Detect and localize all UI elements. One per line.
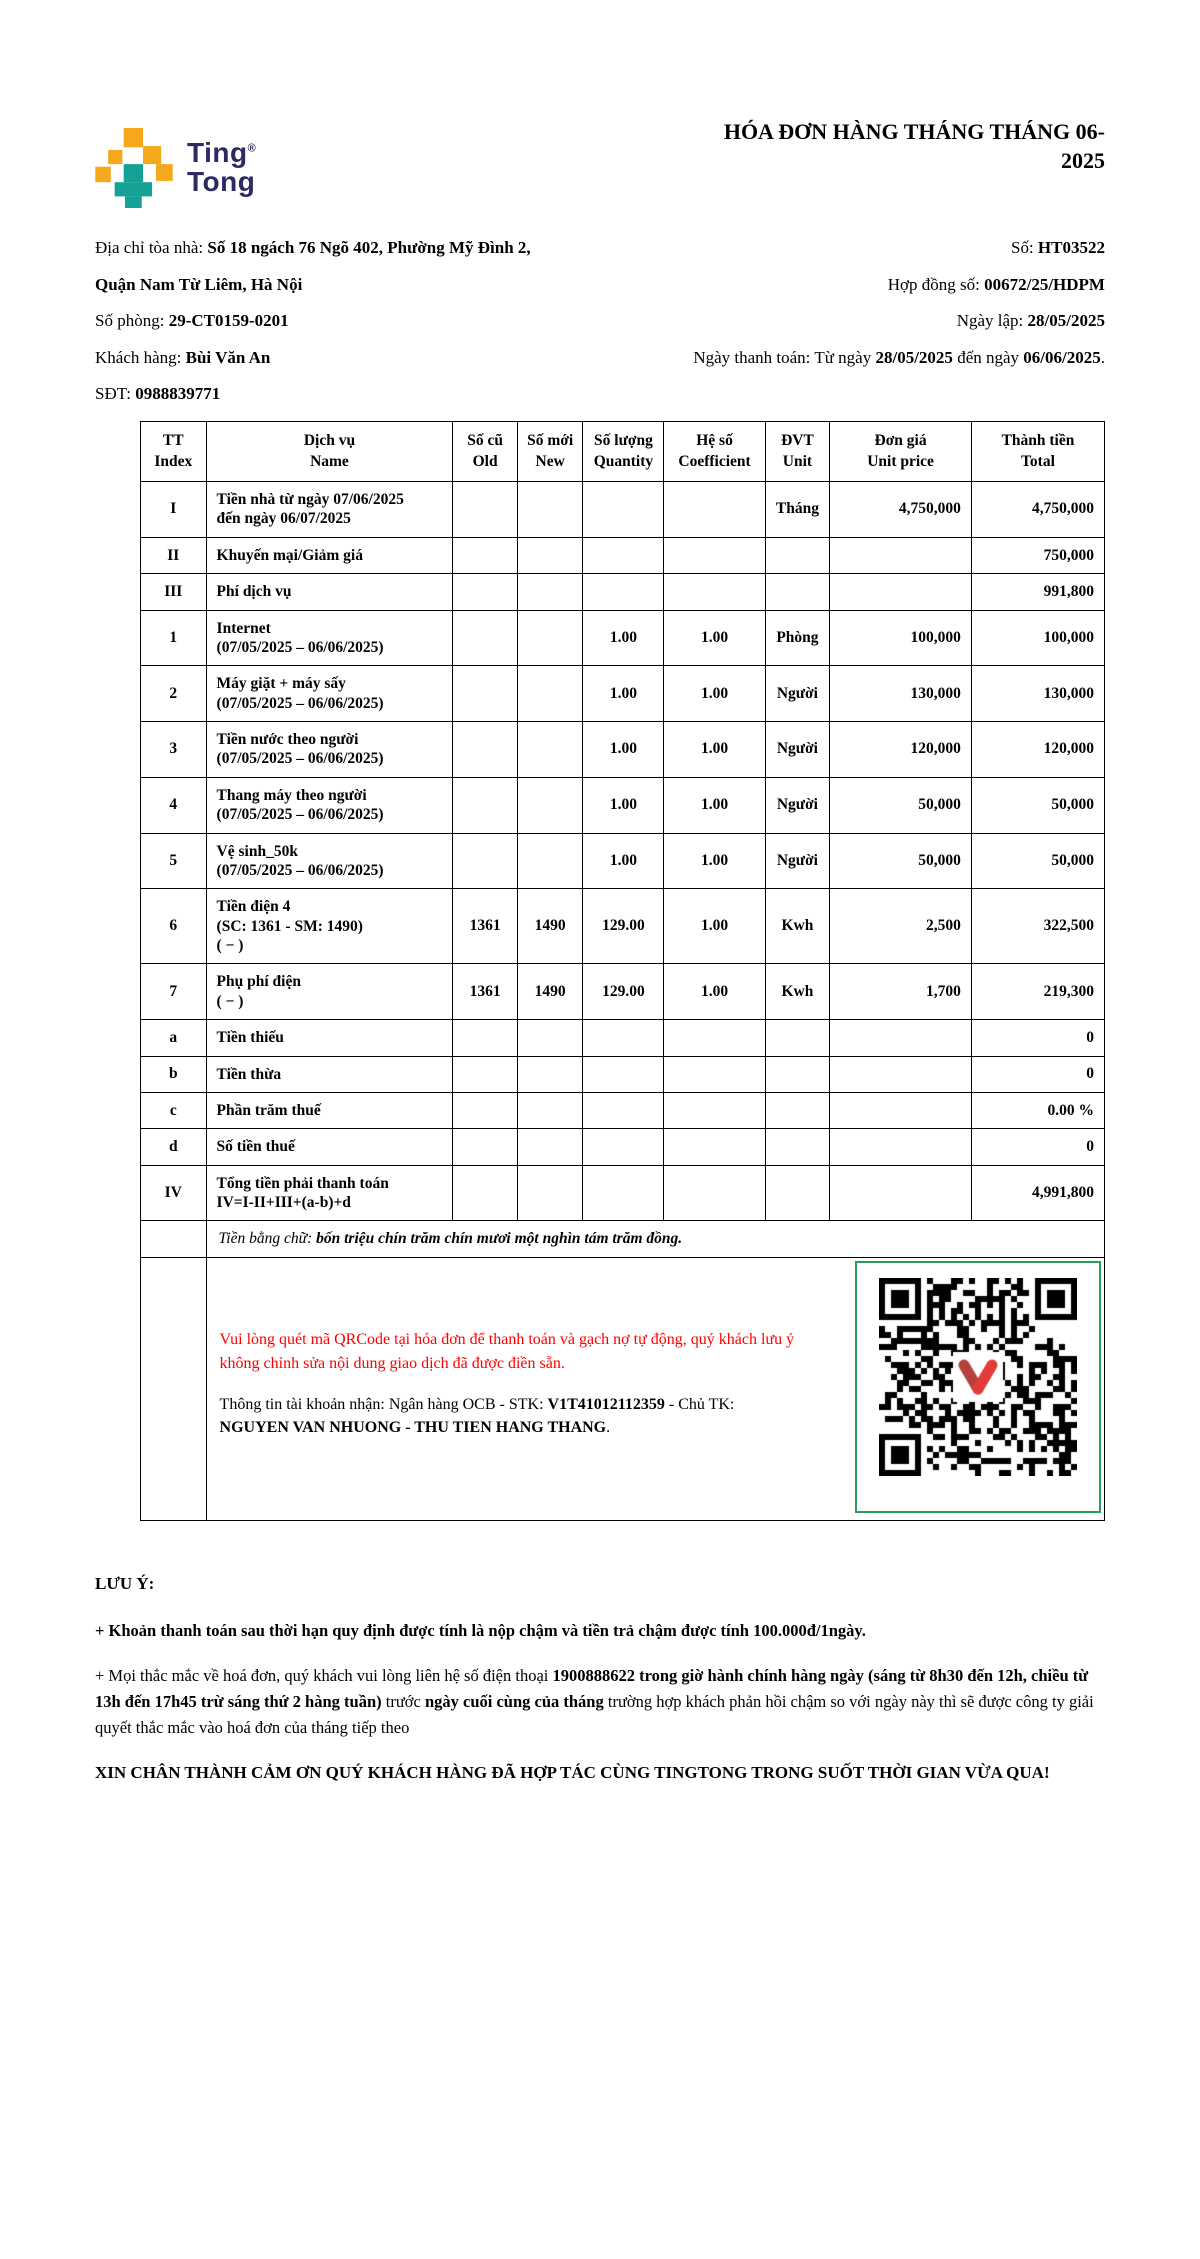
cell-new — [517, 1092, 583, 1128]
cell-unit: Kwh — [765, 889, 830, 964]
row-index: II — [141, 537, 207, 573]
cell-unit-price: 4,750,000 — [830, 482, 972, 538]
cell-unit-price — [830, 1165, 972, 1221]
service-name-line: Phụ phí điện — [216, 973, 301, 991]
row-index: 6 — [141, 889, 207, 964]
cell-quantity: 1.00 — [583, 777, 664, 833]
text-segment: 00672/25/HDPM — [984, 274, 1105, 294]
cell-old — [453, 1129, 518, 1165]
col-header-name: Dịch vụ Name — [206, 421, 453, 481]
text-segment: Số phòng: — [95, 311, 169, 331]
invoice-table — [140, 421, 1105, 1522]
cell-new — [517, 610, 583, 666]
service-name-line: Vệ sinh_50k — [216, 842, 298, 860]
cell-new: 1490 — [517, 889, 583, 964]
phone-line — [95, 376, 570, 413]
row-index: c — [141, 1092, 207, 1128]
cell-unit — [765, 1056, 830, 1092]
cell-old — [453, 482, 518, 538]
empty-index-cell — [141, 1221, 207, 1258]
table-row — [141, 482, 1105, 538]
service-name — [206, 964, 453, 1020]
text-segment: Số: — [1010, 238, 1038, 257]
cell-unit: Người — [765, 666, 830, 722]
cell-unit — [765, 574, 830, 610]
service-name — [206, 574, 453, 610]
text-segment: NGUYEN VAN NHUONG - THU TIEN HANG THANG — [219, 1419, 607, 1437]
service-name-line: (07/05/2025 – 06/06/2025) — [216, 806, 384, 824]
table-row — [141, 833, 1105, 889]
cell-coefficient: 1.00 — [664, 722, 765, 778]
cell-quantity — [583, 482, 664, 538]
qr-warning-text: Vui lòng quét mã QRCode tại hóa đơn để thanh toán và gạch nợ tự động, quý khách lưu ý không chỉnh sửa nội dung giao dịch đã được điền sẵn. — [219, 1331, 795, 1372]
text-segment: Địa chỉ tòa nhà: — [95, 238, 208, 257]
table-row — [141, 1129, 1105, 1165]
service-name-line: Internet — [216, 619, 271, 637]
table-row — [141, 1020, 1105, 1056]
cell-coefficient: 1.00 — [664, 964, 765, 1020]
row-index: I — [141, 482, 207, 538]
service-name-line: đến ngày 06/07/2025 — [216, 510, 351, 528]
cell-total: 750,000 — [971, 537, 1104, 573]
service-name-line: Tiền nhà từ ngày 07/06/2025 — [216, 491, 404, 509]
cell-new — [517, 1020, 583, 1056]
cell-new — [517, 722, 583, 778]
cell-unit — [765, 1165, 830, 1221]
cell-old — [453, 777, 518, 833]
cell-unit: Người — [765, 777, 830, 833]
col-header-unit-price: Đơn giá Unit price — [830, 421, 972, 481]
text-segment: Ngày lập: — [956, 311, 1028, 331]
cell-unit-price — [830, 1092, 972, 1128]
cell-total: 130,000 — [971, 666, 1104, 722]
cell-total: 50,000 — [971, 833, 1104, 889]
text-segment: Thông tin tài khoản nhận: Ngân hàng OCB - STK: — [219, 1395, 548, 1413]
text-segment: 28/05/2025 — [875, 347, 953, 367]
text-segment: trước — [381, 1691, 425, 1711]
col-header-index: TT Index — [141, 421, 207, 481]
text-segment: 06/06/2025 — [1023, 347, 1101, 367]
info-section — [95, 230, 1105, 413]
cell-new — [517, 1056, 583, 1092]
cell-coefficient: 1.00 — [664, 666, 765, 722]
cell-coefficient — [664, 1020, 765, 1056]
col-header-coefficient: Hệ số Coefficient — [664, 421, 765, 481]
service-name-line: IV=I-II+III+(a-b)+d — [216, 1194, 351, 1212]
brand-word-top: Ting — [187, 137, 248, 169]
text-segment: Khách hàng: — [95, 347, 186, 367]
cell-quantity — [583, 1092, 664, 1128]
cell-total: 0 — [971, 1056, 1104, 1092]
table-row — [141, 722, 1105, 778]
table-row — [141, 1165, 1105, 1221]
row-index: 7 — [141, 964, 207, 1020]
row-index: III — [141, 574, 207, 610]
footer-notes — [95, 1571, 1105, 1786]
service-name — [206, 833, 453, 889]
text-segment: . — [1100, 347, 1105, 367]
text-segment: Hợp đồng số: — [887, 274, 985, 294]
cell-old — [453, 1165, 518, 1221]
cell-new — [517, 833, 583, 889]
text-segment: - Chủ TK: — [664, 1395, 735, 1413]
cell-unit: Kwh — [765, 964, 830, 1020]
table-row — [141, 1092, 1105, 1128]
cell-unit-price: 130,000 — [830, 666, 972, 722]
building-address-line — [95, 230, 570, 303]
cell-quantity — [583, 1165, 664, 1221]
cell-unit: Phòng — [765, 610, 830, 666]
service-name — [206, 722, 453, 778]
payment-period-line — [570, 340, 1105, 377]
cell-quantity — [583, 1020, 664, 1056]
service-name-line: ( − ) — [216, 992, 244, 1010]
cell-new — [517, 482, 583, 538]
table-row — [141, 537, 1105, 573]
cell-unit — [765, 1092, 830, 1128]
table-row — [141, 777, 1105, 833]
cell-quantity: 129.00 — [583, 964, 664, 1020]
cell-unit — [765, 537, 830, 573]
invoice-meta — [570, 230, 1105, 413]
text-segment: 1900888622 trong giờ hành chính hàng ngày (sáng từ 8h30 đến 12h, chiều từ 13h đến 17h45 trừ sáng thứ 2 hàng tuần) — [95, 1666, 1089, 1711]
cell-total: 991,800 — [971, 574, 1104, 610]
table-row — [141, 964, 1105, 1020]
header — [95, 118, 1105, 208]
service-name-line: Khuyến mại/Giảm giá — [216, 546, 363, 564]
cell-quantity: 129.00 — [583, 889, 664, 964]
row-index: b — [141, 1056, 207, 1092]
cell-unit: Tháng — [765, 482, 830, 538]
issue-date-line — [570, 303, 1105, 340]
service-name-line: (07/05/2025 – 06/06/2025) — [216, 861, 384, 879]
cell-unit-price: 50,000 — [830, 777, 972, 833]
hotline-note — [95, 1663, 1105, 1740]
cell-new — [517, 1165, 583, 1221]
cell-unit-price: 1,700 — [830, 964, 972, 1020]
text-segment: Số 18 ngách 76 Ngõ 402, Phường Mỹ Đình 2, Quận Nam Từ Liêm, Hà Nội — [95, 238, 531, 294]
cell-unit-price — [830, 1020, 972, 1056]
thanks-message: XIN CHÂN THÀNH CẢM ƠN QUÝ KHÁCH HÀNG ĐÃ HỢP TÁC CÙNG TINGTONG TRONG SUỐT THỜI GIAN VỪA QUA! — [95, 1763, 1050, 1783]
bank-account-text — [220, 1393, 795, 1439]
text-segment: 0988839771 — [135, 384, 221, 404]
table-row — [141, 610, 1105, 666]
cell-new — [517, 574, 583, 610]
service-name — [206, 537, 453, 573]
service-name — [206, 1165, 453, 1221]
tingtong-logo-icon — [95, 128, 173, 208]
cell-coefficient — [664, 482, 765, 538]
service-name-line: Tiền nước theo người — [216, 731, 359, 749]
cell-old: 1361 — [453, 964, 518, 1020]
cell-total: 0 — [971, 1129, 1104, 1165]
cell-quantity: 1.00 — [583, 610, 664, 666]
cell-unit-price: 50,000 — [830, 833, 972, 889]
row-index: 1 — [141, 610, 207, 666]
service-name — [206, 666, 453, 722]
cell-quantity — [583, 1129, 664, 1165]
cell-coefficient — [664, 1092, 765, 1128]
text-segment: . — [606, 1419, 611, 1437]
cell-coefficient: 1.00 — [664, 889, 765, 964]
service-name-line: Tổng tiền phải thanh toán — [216, 1174, 389, 1192]
cell-coefficient — [664, 1165, 765, 1221]
amount-in-words-label: Tiền bằng chữ: — [218, 1230, 317, 1248]
cell-unit — [765, 1129, 830, 1165]
cell-total: 219,300 — [971, 964, 1104, 1020]
row-index: 2 — [141, 666, 207, 722]
text-segment: 28/05/2025 — [1027, 311, 1105, 331]
service-name — [206, 1020, 453, 1056]
text-segment: + Khoản thanh toán sau thời hạn quy định được tính là nộp chậm và tiền trả chậm được tính 100.000đ/1ngày. — [95, 1620, 866, 1640]
table-row — [141, 1056, 1105, 1092]
text-segment: V1T41012112359 — [547, 1395, 665, 1413]
cell-total: 120,000 — [971, 722, 1104, 778]
service-name-line: (07/05/2025 – 06/06/2025) — [216, 750, 384, 768]
cell-quantity: 1.00 — [583, 666, 664, 722]
service-name-line: Tiền thiếu — [216, 1029, 284, 1047]
text-segment: HT03522 — [1037, 238, 1105, 257]
empty-index-cell — [141, 1258, 207, 1521]
service-name-line: ( − ) — [216, 937, 244, 955]
service-name-line: Tiền điện 4 — [216, 898, 291, 916]
late-payment-note — [95, 1618, 1105, 1644]
cell-new — [517, 666, 583, 722]
cell-new — [517, 537, 583, 573]
cell-coefficient — [664, 1129, 765, 1165]
table-row — [141, 889, 1105, 964]
cell-unit: Người — [765, 833, 830, 889]
cell-quantity — [583, 574, 664, 610]
cell-new — [517, 1129, 583, 1165]
customer-info — [95, 230, 570, 413]
service-name-line: Số tiền thuế — [216, 1138, 295, 1156]
cell-total: 4,991,800 — [971, 1165, 1104, 1221]
cell-new: 1490 — [517, 964, 583, 1020]
invoice-title-line1: HÓA ĐƠN HÀNG THÁNG THÁNG 06- — [723, 119, 1105, 144]
cell-old — [453, 574, 518, 610]
invoice-table-rows — [141, 482, 1105, 1221]
cell-total: 100,000 — [971, 610, 1104, 666]
cell-coefficient — [664, 1056, 765, 1092]
cell-total: 50,000 — [971, 777, 1104, 833]
text-segment: ngày cuối cùng của tháng — [424, 1691, 604, 1711]
tingtong-logo-text — [187, 139, 256, 196]
service-name — [206, 610, 453, 666]
cell-total: 0.00 % — [971, 1092, 1104, 1128]
invoice-title — [625, 118, 1105, 175]
row-index: a — [141, 1020, 207, 1056]
cell-unit-price: 2,500 — [830, 889, 972, 964]
cell-unit-price — [830, 537, 972, 573]
service-name-line: Phí dịch vụ — [216, 583, 292, 601]
service-name-line: Máy giặt + máy sấy — [216, 675, 346, 693]
text-segment: đến ngày — [952, 347, 1024, 367]
contract-number-line — [570, 267, 1105, 304]
cell-coefficient — [664, 574, 765, 610]
cell-unit-price: 120,000 — [830, 722, 972, 778]
payment-instructions — [207, 1258, 815, 1439]
table-row — [141, 666, 1105, 722]
service-name — [206, 777, 453, 833]
service-name-line: (07/05/2025 – 06/06/2025) — [216, 694, 384, 712]
text-segment: Bùi Văn An — [185, 347, 271, 367]
cell-total: 0 — [971, 1020, 1104, 1056]
service-name — [206, 889, 453, 964]
notes-heading: LƯU Ý: — [95, 1574, 155, 1594]
cell-unit-price — [830, 1056, 972, 1092]
room-number-line — [95, 303, 570, 340]
text-segment: + Mọi thắc mắc về hoá đơn, quý khách vui lòng liên hệ số điện thoại — [95, 1666, 553, 1686]
qr-frame — [855, 1261, 1101, 1513]
cell-coefficient: 1.00 — [664, 777, 765, 833]
cell-new — [517, 777, 583, 833]
amount-in-words-value: bốn triệu chín trăm chín mươi một nghìn tám trăm đồng. — [316, 1230, 683, 1248]
cell-old — [453, 537, 518, 573]
text-segment: trường hợp khách phản hồi chậm so với ngày này thì sẽ được công ty giải quyết thắc mắc vào hoá đơn của tháng tiếp theo — [95, 1691, 1094, 1737]
cell-old — [453, 666, 518, 722]
text-segment: SĐT: — [95, 384, 136, 404]
service-name — [206, 1056, 453, 1092]
amount-in-words-row — [141, 1221, 1105, 1258]
col-header-new: Số mới New — [517, 421, 583, 481]
invoice-table-header — [141, 421, 1105, 481]
service-name-line: (SC: 1361 - SM: 1490) — [216, 917, 363, 935]
col-header-quantity: Số lượng Quantity — [583, 421, 664, 481]
service-name-line: Tiền thừa — [216, 1065, 282, 1083]
cell-quantity — [583, 537, 664, 573]
cell-coefficient — [664, 537, 765, 573]
row-index: IV — [141, 1165, 207, 1221]
row-index: 5 — [141, 833, 207, 889]
qr-section-cell — [206, 1258, 1104, 1521]
cell-quantity: 1.00 — [583, 722, 664, 778]
service-name-line: (07/05/2025 – 06/06/2025) — [216, 638, 384, 656]
tingtong-logo — [95, 128, 256, 208]
service-name-line: Phần trăm thuế — [216, 1101, 321, 1119]
col-header-old: Số cũ Old — [453, 421, 518, 481]
cell-total: 322,500 — [971, 889, 1104, 964]
table-row — [141, 574, 1105, 610]
service-name — [206, 482, 453, 538]
cell-quantity: 1.00 — [583, 833, 664, 889]
registered-mark: ® — [247, 143, 257, 156]
cell-unit — [765, 1020, 830, 1056]
cell-unit-price — [830, 1129, 972, 1165]
text-segment: 29-CT0159-0201 — [168, 311, 289, 331]
qr-row — [141, 1258, 1105, 1521]
row-index: 3 — [141, 722, 207, 778]
amount-in-words-cell — [206, 1221, 1104, 1258]
cell-old: 1361 — [453, 889, 518, 964]
cell-old — [453, 610, 518, 666]
col-header-unit: ĐVT Unit — [765, 421, 830, 481]
invoice-table-footer — [141, 1221, 1105, 1521]
service-name-line: Thang máy theo người — [216, 786, 367, 804]
cell-quantity — [583, 1056, 664, 1092]
qr-code — [879, 1278, 1077, 1476]
cell-total: 4,750,000 — [971, 482, 1104, 538]
text-segment: Ngày thanh toán: Từ ngày — [693, 347, 876, 367]
cell-old — [453, 833, 518, 889]
cell-unit-price — [830, 574, 972, 610]
cell-old — [453, 722, 518, 778]
cell-old — [453, 1056, 518, 1092]
invoice-number-line — [570, 230, 1105, 267]
brand-word-bottom: Tong — [187, 166, 256, 197]
customer-name-line — [95, 340, 570, 377]
service-name — [206, 1129, 453, 1165]
cell-old — [453, 1092, 518, 1128]
cell-coefficient: 1.00 — [664, 833, 765, 889]
row-index: d — [141, 1129, 207, 1165]
invoice-title-line2: 2025 — [1061, 147, 1105, 173]
cell-unit-price: 100,000 — [830, 610, 972, 666]
cell-old — [453, 1020, 518, 1056]
row-index: 4 — [141, 777, 207, 833]
cell-unit: Người — [765, 722, 830, 778]
cell-coefficient: 1.00 — [664, 610, 765, 666]
col-header-total: Thành tiền Total — [971, 421, 1104, 481]
service-name — [206, 1092, 453, 1128]
